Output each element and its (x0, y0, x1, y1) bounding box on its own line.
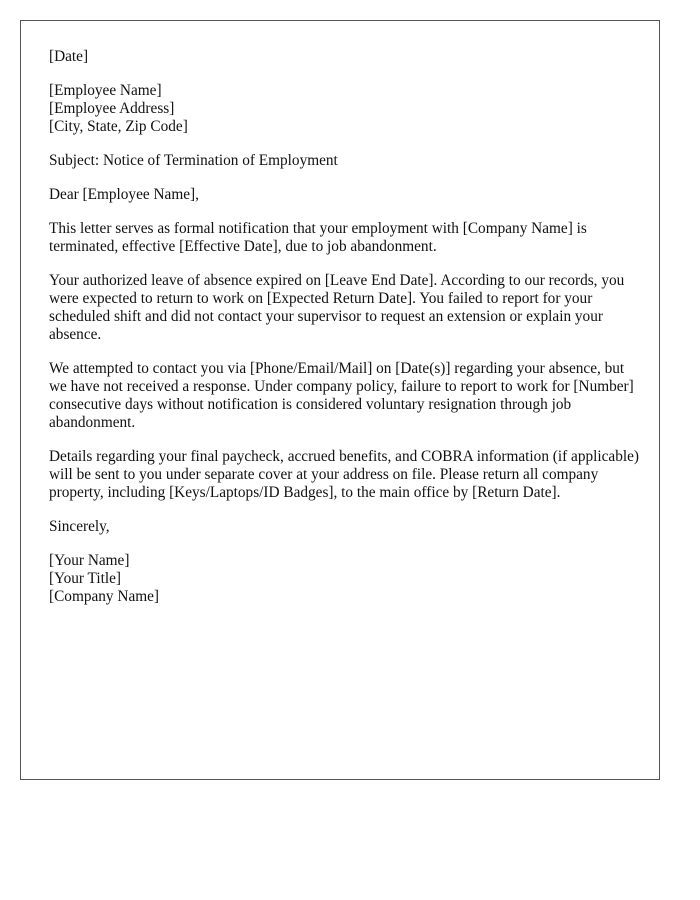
recipient-name: [Employee Name] (49, 82, 162, 99)
body-paragraph-leave-expiry: Your authorized leave of absence expired on [Leave End Date]. According to our records, you were expected to return to work on [Expected Return Date]. You failed to report for your scheduled shift and did not contact your supervisor to request an extension or explain your absence. (49, 272, 625, 343)
recipient-city-state-zip: [City, State, Zip Code] (49, 118, 188, 135)
signature-block (49, 552, 639, 606)
body-paragraph-final-details: Details regarding your final paycheck, accrued benefits, and COBRA information (if applicable) will be sent to you under separate cover at your address on file. Please return all company property, including [Keys/Laptops/ID Badges], to the main office by [Return Date]. (49, 448, 639, 501)
letter-subject: Subject: Notice of Termination of Employment (49, 152, 338, 169)
body-paragraph-contact-attempts: We attempted to contact you via [Phone/Email/Mail] on [Date(s)] regarding your absence, but we have not received a response. Under company policy, failure to report to work for [Number] consecutive days without notification is considered voluntary resignation through job abandonment. (49, 360, 634, 431)
signature-company: [Company Name] (49, 588, 160, 605)
signature-name: [Your Name] (49, 552, 130, 569)
body-paragraph-termination-notice: This letter serves as formal notification that your employment with [Company Name] is terminated, effective [Effective Date], due to job abandonment. (49, 220, 587, 255)
recipient-block (49, 82, 639, 136)
letter-closing: Sincerely, (49, 518, 110, 535)
letter-salutation: Dear [Employee Name], (49, 186, 199, 203)
letter-date: [Date] (49, 48, 89, 65)
signature-title: [Your Title] (49, 570, 121, 587)
letter-body (49, 48, 639, 622)
recipient-address: [Employee Address] (49, 100, 175, 117)
letter-page (20, 20, 660, 780)
